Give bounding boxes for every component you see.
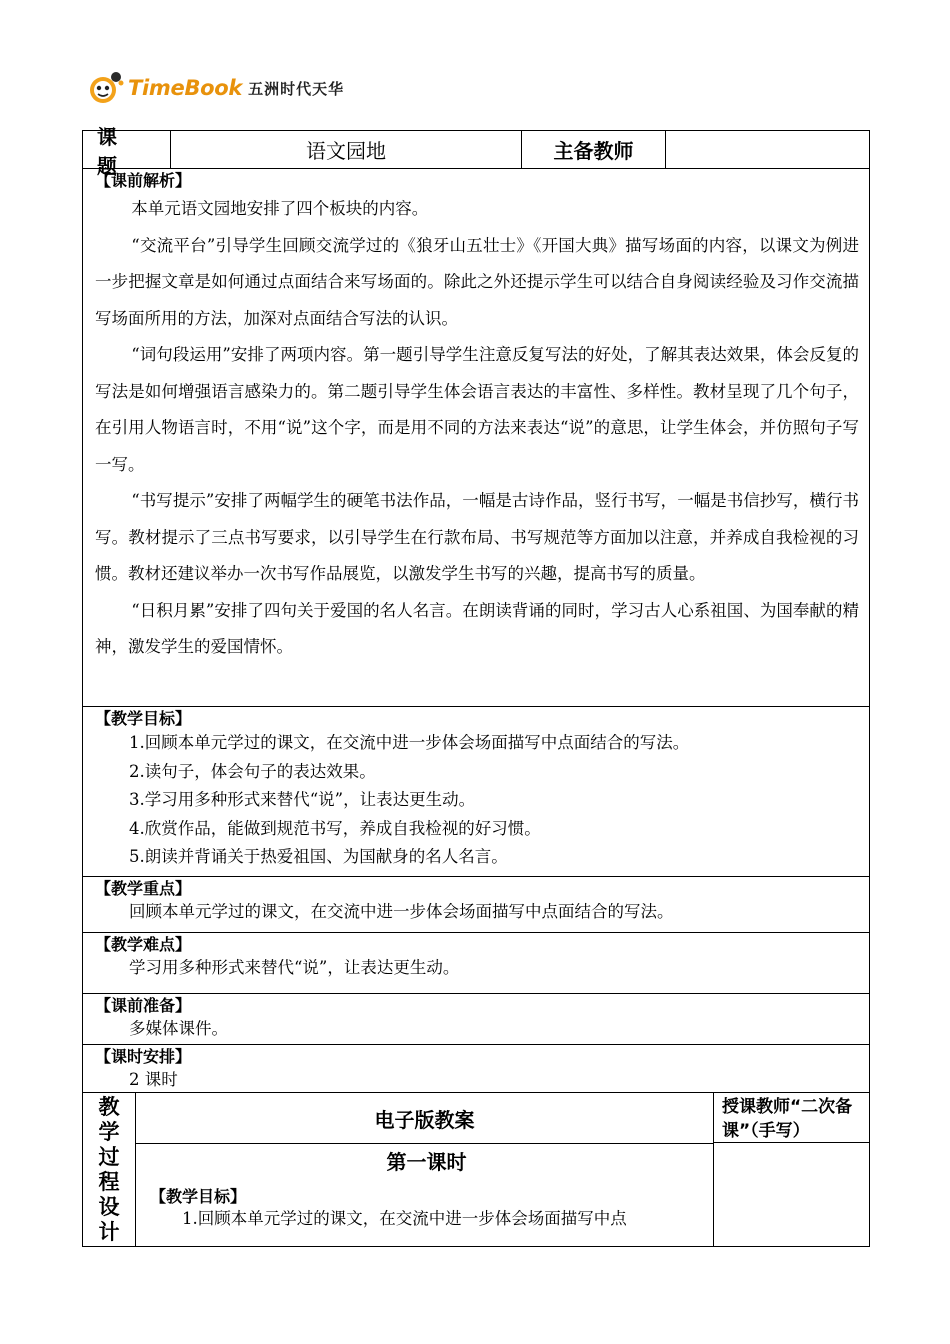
process-item: 1.回顾本单元学过的课文，在交流中进一步体会场面描写中点	[182, 1209, 627, 1228]
analysis-paragraph: “书写提示”安排了两幅学生的硬笔书法作品，一幅是古诗作品，竖行书写，一幅是书信抄写，横行书写。教材提示了三点书写要求，以引导学生在行款布局、书写规范等方面加以注意，并养成自我检视的习惯。教材还建议举办一次书写作品展览，以激发学生书写的兴趣，提高书写的质量。	[95, 491, 859, 583]
process-label-char: 学	[98, 1119, 120, 1144]
brand-cn: 五洲时代天华	[248, 79, 345, 98]
objectives-title: 【教学目标】	[95, 709, 192, 728]
process-label-char: 教	[98, 1094, 120, 1119]
preparation-title: 【课前准备】	[95, 996, 192, 1015]
objective-item: 2.读句子，体会句子的表达效果。	[129, 761, 376, 781]
process-body	[136, 1144, 713, 1230]
process-label	[83, 1093, 136, 1246]
objective-item: 3.学习用多种形式来替代“说”，让表达更生动。	[129, 790, 476, 809]
side-header: 授课教师“二次备课”（手写）	[714, 1093, 869, 1143]
brand-name: TimeBook	[128, 76, 243, 100]
process-main-column	[136, 1093, 714, 1246]
process-label-char: 程	[98, 1169, 120, 1194]
key-points-section	[83, 876, 869, 932]
analysis-title: 【课前解析】	[95, 171, 192, 190]
analysis-paragraph: “日积月累”安排了四句关于爱国的名人名言。在朗读背诵的同时，学习古人心系祖国、为国奉献的精神，激发学生的爱国情怀。	[95, 600, 859, 656]
teacher-value	[666, 131, 869, 168]
teacher-label: 主备教师	[522, 131, 666, 168]
main-header: 电子版教案	[136, 1093, 713, 1144]
topic-label: 课 题	[83, 131, 171, 168]
lesson-title: 第一课时	[386, 1150, 467, 1174]
preparation-text: 多媒体课件。	[129, 1019, 228, 1038]
brand-logo	[88, 68, 344, 108]
analysis-paragraph: “词句段运用”安排了两项内容。第一题引导学生注意反复写法的好处，了解其表达效果，体会反复的写法是如何增强语言感染力的。第二题引导学生体会语言表达的丰富性、多样性。教材呈现了几个句子，在引用人物语言时，不用“说”这个字，而是用不同的方法来表达“说”的意思，让学生体会，并仿照句子写一写。	[95, 345, 859, 474]
key-points-text: 回顾本单元学过的课文，在交流中进一步体会场面描写中点面结合的写法。	[129, 902, 674, 921]
objective-item: 5.朗读并背诵关于热爱祖国、为国献身的名人名言。	[129, 847, 508, 866]
objectives-section	[83, 706, 869, 876]
schedule-title: 【课时安排】	[95, 1047, 192, 1066]
process-label-char: 计	[98, 1219, 120, 1244]
lesson-plan-table	[82, 124, 870, 1247]
objective-item: 1.回顾本单元学过的课文，在交流中进一步体会场面描写中点面结合的写法。	[129, 733, 690, 752]
title-row	[83, 124, 869, 178]
analysis-paragraph: “交流平台”引导学生回顾交流学过的《狼牙山五壮士》《开国大典》描写场面的内容，以课文为例进一步把握文章是如何通过点面结合来写场面的。除此之外还提示学生可以结合自身阅读经验及习作交流描写场面所用的方法，加深对点面结合写法的认识。	[95, 235, 859, 328]
timebook-logo-icon	[88, 70, 124, 106]
analysis-paragraph: 本单元语文园地安排了四个板块的内容。	[131, 199, 429, 218]
difficulties-section	[83, 932, 869, 993]
analysis-section	[83, 168, 869, 706]
process-side-column	[714, 1093, 869, 1246]
key-points-title: 【教学重点】	[95, 879, 192, 898]
schedule-text: 2 课时	[129, 1070, 178, 1089]
objective-item: 4.欣赏作品，能做到规范书写，养成自我检视的好习惯。	[129, 818, 541, 838]
topic-value: 语文园地	[171, 131, 522, 168]
process-subtitle: 【教学目标】	[150, 1187, 247, 1206]
difficulties-text: 学习用多种形式来替代“说”，让表达更生动。	[129, 958, 460, 977]
process-label-char: 设	[98, 1194, 120, 1219]
preparation-section	[83, 993, 869, 1044]
process-label-char: 过	[98, 1144, 120, 1169]
process-section	[83, 1092, 869, 1247]
handwriting-area[interactable]	[714, 1143, 869, 1246]
schedule-section	[83, 1044, 869, 1092]
difficulties-title: 【教学难点】	[95, 935, 192, 954]
